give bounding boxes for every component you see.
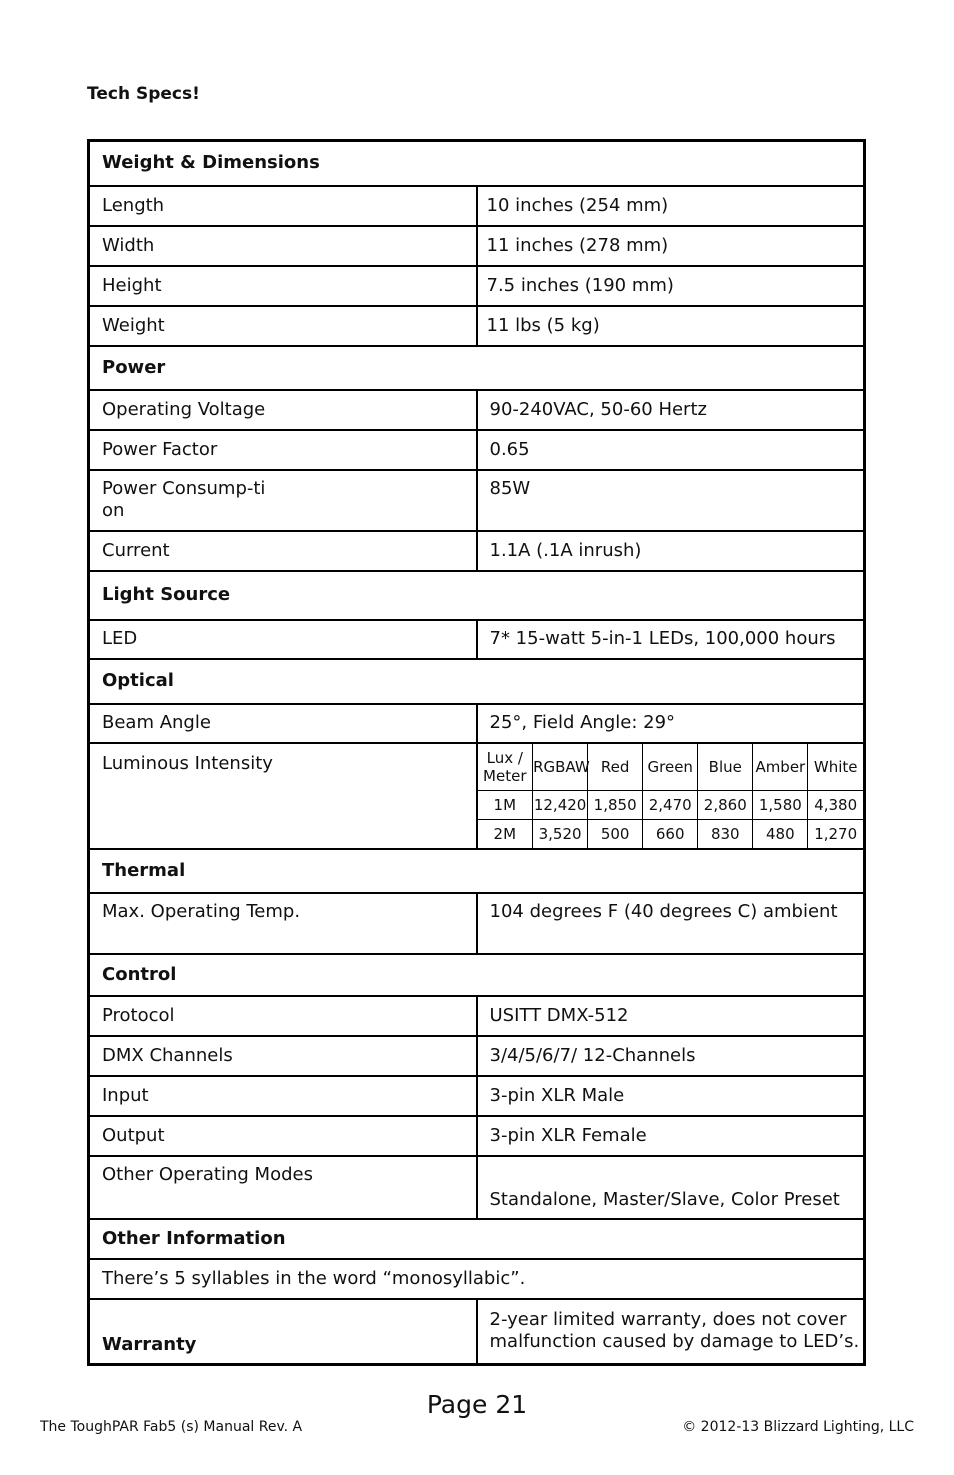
lux-header: Blue <box>698 744 753 791</box>
section-row <box>89 1219 865 1259</box>
spec-label: Other Operating Modes <box>89 1156 477 1219</box>
lux-header: Amber <box>753 744 808 791</box>
spec-value: 7.5 inches (190 mm) <box>477 266 865 306</box>
lux-cell: 1,270 <box>808 819 863 848</box>
spec-label: Luminous Intensity <box>89 743 477 849</box>
note-row <box>89 1259 865 1299</box>
section-title-weight: Weight & Dimensions <box>89 141 865 186</box>
section-row <box>89 954 865 996</box>
spec-value: USITT DMX-512 <box>477 996 865 1036</box>
lux-cell: 1,580 <box>753 790 808 819</box>
lux-cell: 660 <box>643 819 698 848</box>
page-number: Page 21 <box>426 1390 528 1419</box>
lux-cell: 4,380 <box>808 790 863 819</box>
spec-label: Length <box>89 186 477 226</box>
section-row <box>89 849 865 893</box>
section-title-thermal: Thermal <box>89 849 865 893</box>
lux-header-label: Lux / Meter <box>483 748 527 785</box>
spec-label: Max. Operating Temp. <box>89 893 477 954</box>
lux-cell: 3,520 <box>533 819 588 848</box>
spec-row <box>89 704 865 743</box>
lux-cell: 12,420 <box>533 790 588 819</box>
spec-row <box>89 1076 865 1116</box>
spec-label: Protocol <box>89 996 477 1036</box>
lux-cell: 830 <box>698 819 753 848</box>
spec-row <box>89 620 865 659</box>
spec-value: Standalone, Master/Slave, Color Preset <box>477 1156 865 1219</box>
spec-row <box>89 390 865 430</box>
lux-header <box>478 744 533 791</box>
spec-row <box>89 226 865 266</box>
spec-label: Input <box>89 1076 477 1116</box>
spec-label: Output <box>89 1116 477 1156</box>
power-consumption-label: Power Consump-tion <box>102 477 266 521</box>
spec-label: Power Factor <box>89 430 477 470</box>
lux-cell: 2,860 <box>698 790 753 819</box>
section-row <box>89 346 865 390</box>
section-title-optical: Optical <box>89 659 865 704</box>
spec-row <box>89 996 865 1036</box>
spec-row <box>89 470 865 531</box>
spec-row <box>89 430 865 470</box>
spec-value: 90-240VAC, 50-60 Hertz <box>477 390 865 430</box>
lux-cell: 2,470 <box>643 790 698 819</box>
lux-cell: 1,850 <box>588 790 643 819</box>
spec-value: 10 inches (254 mm) <box>477 186 865 226</box>
lux-row <box>478 819 864 848</box>
spec-row <box>89 893 865 954</box>
tech-specs-table <box>87 139 866 1366</box>
section-title-power: Power <box>89 346 865 390</box>
spec-value: 3-pin XLR Male <box>477 1076 865 1116</box>
spec-label <box>89 470 477 531</box>
section-title-other: Other Information <box>89 1219 865 1259</box>
section-row <box>89 659 865 704</box>
spec-row <box>89 1036 865 1076</box>
spec-value: 11 inches (278 mm) <box>477 226 865 266</box>
spec-row <box>89 1116 865 1156</box>
spec-row <box>89 186 865 226</box>
lux-header: RGBAW <box>533 744 588 791</box>
spec-row <box>89 306 865 346</box>
lux-cell: 480 <box>753 819 808 848</box>
lux-header: White <box>808 744 863 791</box>
spec-label: Weight <box>89 306 477 346</box>
lux-cell: 500 <box>588 819 643 848</box>
spec-value: 7* 15-watt 5-in-1 LEDs, 100,000 hours <box>477 620 865 659</box>
luminous-intensity-table <box>478 744 864 848</box>
page-heading: Tech Specs! <box>87 84 200 104</box>
spec-value: 11 lbs (5 kg) <box>477 306 865 346</box>
warranty-label: Warranty <box>89 1299 477 1365</box>
warranty-value: 2-year limited warranty, does not cover malfunction caused by damage to LED’s. <box>477 1299 865 1365</box>
spec-value: 1.1A (.1A inrush) <box>477 531 865 571</box>
spec-label: Width <box>89 226 477 266</box>
spec-label: DMX Channels <box>89 1036 477 1076</box>
spec-row <box>89 266 865 306</box>
spec-row <box>89 1156 865 1219</box>
spec-label: Operating Voltage <box>89 390 477 430</box>
footer-copyright: © 2012-13 Blizzard Lighting, LLC <box>682 1419 914 1435</box>
lux-header: Green <box>643 744 698 791</box>
section-title-light: Light Source <box>89 571 865 620</box>
spec-value: 85W <box>477 470 865 531</box>
spec-row <box>89 743 865 849</box>
section-row <box>89 141 865 186</box>
spec-value: 104 degrees F (40 degrees C) ambient <box>477 893 865 954</box>
spec-label: LED <box>89 620 477 659</box>
note-text: There’s 5 syllables in the word “monosyllabic”. <box>89 1259 865 1299</box>
spec-label: Current <box>89 531 477 571</box>
section-title-control: Control <box>89 954 865 996</box>
luminous-cell <box>477 743 865 849</box>
lux-header-row <box>478 744 864 791</box>
lux-row <box>478 790 864 819</box>
lux-cell: 2M <box>478 819 533 848</box>
spec-label: Height <box>89 266 477 306</box>
spec-label: Beam Angle <box>89 704 477 743</box>
spec-row <box>89 1299 865 1365</box>
spec-value: 3/4/5/6/7/ 12-Channels <box>477 1036 865 1076</box>
lux-header: Red <box>588 744 643 791</box>
section-row <box>89 571 865 620</box>
spec-row <box>89 531 865 571</box>
spec-value: 3-pin XLR Female <box>477 1116 865 1156</box>
spec-value: 25°, Field Angle: 29° <box>477 704 865 743</box>
footer-manual-title: The ToughPAR Fab5 (s) Manual Rev. A <box>40 1419 303 1435</box>
lux-cell: 1M <box>478 790 533 819</box>
spec-value: 0.65 <box>477 430 865 470</box>
